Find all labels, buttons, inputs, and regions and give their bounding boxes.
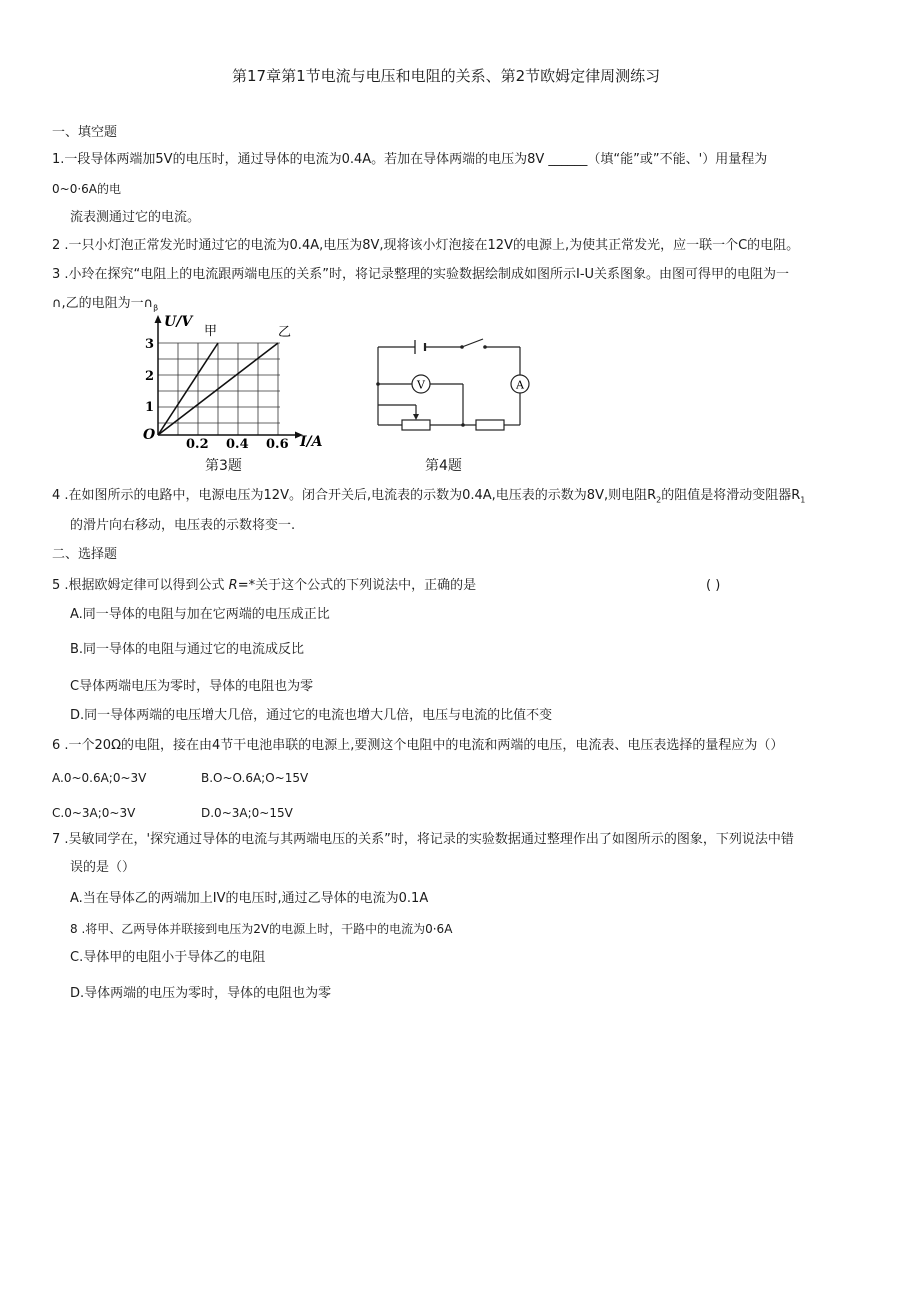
question-4-text-b: 的阻值是将滑动变阻器R <box>661 488 801 503</box>
battery-icon <box>415 340 425 354</box>
figure-4-circuit <box>370 335 530 435</box>
question-6-option-d: D.0~3A;0~15V <box>201 806 293 820</box>
question-6: 6 .一个20Ω的电阻，接在由4节干电池串联的电源上,要测这个电阻中的电流和两端的电压，电流表、电压表选择的量程应为（） <box>52 738 784 753</box>
question-7-option-c: C.导体甲的电阻小于导体乙的电阻 <box>70 950 266 965</box>
question-3-line-1: 3 .小玲在探究“电阻上的电流跟两端电压的关系”时，将记录整理的实验数据绘制成如图所示I-U关系图象。由图可得甲的电阻为一 <box>52 267 790 282</box>
figure-4-caption: 第4题 <box>425 458 462 474</box>
question-1-line-1: 1.一段导体两端加5V的电压时，通过导体的电流为0.4A。若加在导体两端的电压为8V ______（填“能”或”不能、'）用量程为 <box>52 152 768 167</box>
junction-dot-2 <box>461 423 465 427</box>
page-title: 第17章第1节电流与电压和电阻的关系、第2节欧姆定律周测练习 <box>232 67 661 85</box>
line-jia <box>158 343 218 435</box>
question-3-subscript: β <box>153 303 159 313</box>
figure-3-graph <box>140 310 350 450</box>
question-4-subscript-r1: 1 <box>800 495 806 505</box>
x-axis-label: I/A <box>300 434 323 450</box>
question-1-line-2: 0~0·6A的电 <box>52 182 121 196</box>
section-heading-choice: 二、选择题 <box>52 547 118 562</box>
resistor-icon <box>476 420 504 430</box>
question-6-option-a: A.0~0.6A;0~3V <box>52 771 147 785</box>
question-5-formula-r: R <box>228 578 238 593</box>
question-7-line-1: 7 .吴敏同学在，'探究通过导体的电流与其两端电压的关系”时，将记录的实验数据通过整理作出了如图所示的图象，下列说法中错 <box>52 832 794 847</box>
question-5-answer-paren: ( ) <box>706 578 721 593</box>
x-tick-0.6: 0.6 <box>266 437 289 450</box>
ammeter-label: A <box>516 378 524 392</box>
question-2: 2 .一只小灯泡正常发光时通过它的电流为0.4A,电压为8V,现将该小灯泡接在12V的电源上,为使其正常发光，应一联一个C的电阻。 <box>52 238 800 253</box>
question-7-option-d: D.导体两端的电压为零时，导体的电阻也为零 <box>70 986 332 1001</box>
question-5-text-b: =*关于这个公式的下列说法中，正确的是 <box>237 578 477 593</box>
section-heading-fill-blank: 一、填空题 <box>52 125 118 140</box>
question-7-line-2: 误的是（） <box>70 860 136 875</box>
line-jia-label: 甲 <box>204 324 218 339</box>
switch-icon <box>460 339 487 349</box>
y-axis-label: U/V <box>164 314 193 330</box>
question-5-option-d: D.同一导体两端的电压增大几倍，通过它的电流也增大几倍，电压与电流的比值不变 <box>70 708 553 723</box>
question-5-option-b: B.同一导体的电阻与通过它的电流成反比 <box>70 642 305 657</box>
origin-label: O <box>143 427 156 443</box>
y-tick-3: 3 <box>145 337 155 352</box>
line-yi-label: 乙 <box>278 325 292 340</box>
question-7-option-b: 8 .将甲、乙两导体并联接到电压为2V的电源上时，干路中的电流为0·6A <box>70 922 453 936</box>
rheostat-icon <box>402 420 430 430</box>
question-6-option-b: B.O~O.6A;O~15V <box>201 771 309 785</box>
question-3-line-2-text: ∩,乙的电阻为一∩ <box>52 296 154 311</box>
question-6-option-c: C.0~3A;0~3V <box>52 806 136 820</box>
figure-3-caption: 第3题 <box>205 458 242 474</box>
question-5-stem <box>52 578 476 594</box>
question-5-option-a: A.同一导体的电阻与加在它两端的电压成正比 <box>70 607 330 622</box>
y-tick-1: 1 <box>145 400 155 415</box>
question-4-text-a: 4 .在如图所示的电路中，电源电压为12V。闭合开关后,电流表的示数为0.4A,电压表的示数为8V,则电阻R <box>52 488 657 503</box>
question-4-subscript-r2: 2 <box>656 495 662 505</box>
question-5-option-c: C导体两端电压为零时，导体的电阻也为零 <box>70 679 314 694</box>
question-4-line-1 <box>52 488 805 504</box>
y-tick-2: 2 <box>145 369 155 384</box>
rheostat-slider-icon <box>413 414 419 420</box>
question-1-line-3: 流表测通过它的电流。 <box>70 210 201 225</box>
x-tick-0.4: 0.4 <box>226 437 249 450</box>
question-4-line-2: 的滑片向右移动，电压表的示数将变一. <box>70 518 296 533</box>
question-5-text-a: 5 .根据欧姆定律可以得到公式 <box>52 578 229 593</box>
x-tick-0.2: 0.2 <box>186 437 209 450</box>
junction-dot-1 <box>376 382 380 386</box>
y-axis-arrow-icon <box>155 315 162 323</box>
question-7-option-a: A.当在导体乙的两端加上IV的电压时,通过乙导体的电流为0.1A <box>70 891 429 906</box>
voltmeter-label: V <box>417 378 425 392</box>
